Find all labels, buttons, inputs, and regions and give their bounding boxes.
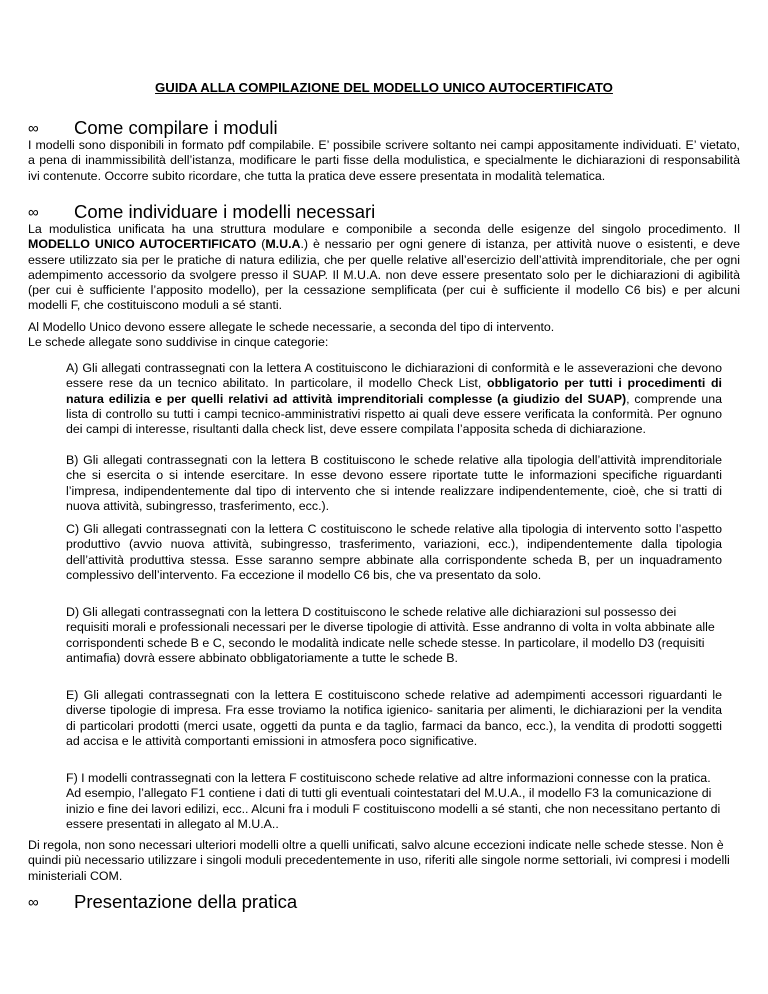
closing-paragraph: Di regola, non sono necessari ulteriori modelli oltre a quelli unificati, salvo alcune eccezioni indicate nelle schede stesse. Non è quindi più necessario utilizzare i singoli moduli precedentemente in uso, riferiti alle singole norme settoriali, ivi compresi i modelli ministeriali COM. (28, 838, 730, 883)
body-bold-text: M.U.A (265, 237, 301, 252)
section-heading-text: Come compilare i moduli (74, 117, 278, 138)
document-title: GUIDA ALLA COMPILAZIONE DEL MODELLO UNICO AUTOCERTIFICATO (155, 80, 613, 95)
item-bold-text: obbligatorio per tutti i procedimenti di natura edilizia e per quelli relativi ad attività imprenditoriali complesse (a giudizio del SUAP) (66, 376, 723, 406)
section-heading-individuare (28, 201, 375, 223)
section-heading-compilare (28, 117, 278, 139)
list-item-d: D) Gli allegati contrassegnati con la lettera D costituiscono le schede relative alle dichiarazioni sul possesso dei requisiti morali e professionali necessari per le diverse tipologie di attività. Esse andranno di volta in volta abbinate alle corrispondenti schede B e C, secondo le modalità indicate nelle schede stesse. In particolare, il modello D3 (requisiti antimafia) dovrà essere abbinato obbligatoriamente a tutte le schede B. (66, 605, 715, 665)
item-text: , comprende una lista di controllo su tutti i campi tecnico-amministrativi rispetto ai quali deve essere verificata la conformità. Per ognuno dei campi di interesse, risultanti dalla check list, deve essere compilata l’apposita scheda di dichiarazione. (66, 391, 722, 437)
list-item-f: F) I modelli contrassegnati con la lettera F costituiscono schede relative ad altre informazioni connesse con la pratica. Ad esempio, l’allegato F1 contiene i dati di tutti gli eventuali cointestatari del M.U.A., il modello F3 la comunicazione di inizio e fine dei lavori edilizi, ecc.. Alcuni fra i moduli F costituiscono modelli a sé stanti, che non necessitano pertanto di essere presentati in allegato al M.U.A.. (66, 771, 721, 831)
list-item-b: B) Gli allegati contrassegnati con la lettera B costituiscono le schede relative alla tipologia dell’attività imprenditoriale che si esercita o si intende esercitare. In esse devono essere riportate tutte le informazioni specifiche riguardanti l’impresa, indipendentemente dal tipo di intervento che si intende realizzare indipendentemente, cioè, che si tratti di nuova attività, subingresso, trasferimento, ecc.). (66, 453, 722, 513)
section-body-line: Le schede allegate sono suddivise in cinque categorie: (28, 335, 329, 349)
body-text: ( (256, 237, 266, 252)
bullet-icon: ∞ (28, 119, 39, 137)
section-heading-presentazione (28, 891, 297, 913)
section-body-compilare: I modelli sono disponibili in formato pdf compilabile. E’ possibile scrivere soltanto nei campi appositamente individuati. E’ vietato, a pena di inammissibilità dell’istanza, modificare le parti fisse della modulistica, e specialmente le dichiarazioni di responsabilità ivi contenute. Occorre subito ricordare, che tutta la pratica deve essere presentata in modalità telematica. (28, 138, 740, 183)
body-bold-text: MODELLO UNICO AUTOCERTIFICATO (28, 237, 257, 252)
section-body-individuare (28, 222, 740, 314)
bullet-icon: ∞ (28, 893, 39, 911)
list-item-a (66, 361, 722, 437)
section-body-line: Al Modello Unico devono essere allegate le schede necessarie, a seconda del tipo di intervento. (28, 320, 555, 334)
section-heading-text: Come individuare i modelli necessari (74, 201, 376, 222)
section-heading-text: Presentazione della pratica (74, 891, 298, 912)
item-text: A) Gli allegati contrassegnati con la lettera A costituiscono le dichiarazioni di conformità e le asseverazioni che devono essere rese da un tecnico abilitato. In particolare, il modello Check List, (66, 361, 722, 391)
body-text: .) è nessario per ogni genere di istanza, per attività nuove o esistenti, e deve essere utilizzato sia per le pratiche di natura edilizia, che per quelle relative all’esercizio dell’attività imprenditoriale, che per ogni adempimento accessorio da svolgere presso il SUAP. Il M.U.A. non deve essere presentato solo per le dichiarazioni di agibilità (per cui è sufficiente l’apposito modello), per la cessazione semplificata (per cui è sufficiente il modello C6 bis) e per alcuni modelli F, che costituiscono moduli a sé stanti. (28, 237, 741, 313)
bullet-icon: ∞ (28, 203, 39, 221)
body-text: La modulistica unificata ha una struttura modulare e componibile a seconda delle esigenze del singolo procedimento. Il (28, 222, 740, 236)
list-item-c: C) Gli allegati contrassegnati con la lettera C costituiscono le schede relative alla tipologia di intervento sotto l’aspetto produttivo (avvio nuova attività, subingresso, trasferimento, variazioni, ecc.), indipendentemente dalla tipologia dell’attività produttiva stessa. Esse saranno sempre abbinate alla corrispondente scheda B, per un inquadramento complessivo dell’intervento. Fa eccezione il modello C6 bis, che va presentato da solo. (66, 522, 722, 582)
list-item-e: E) Gli allegati contrassegnati con la lettera E costituiscono schede relative ad adempimenti accessori riguardanti le diverse tipologie di impresa. Fra esse troviamo la notifica igienico- sanitaria per alimenti, le dichiarazioni per la vendita di particolari prodotti (merci usate, oggetti da punta e da taglio, farmaci da banco, ecc.), la vendita di prodotti soggetti ad accisa e le attività comportanti emissioni in atmosfera poco significative. (66, 688, 722, 748)
